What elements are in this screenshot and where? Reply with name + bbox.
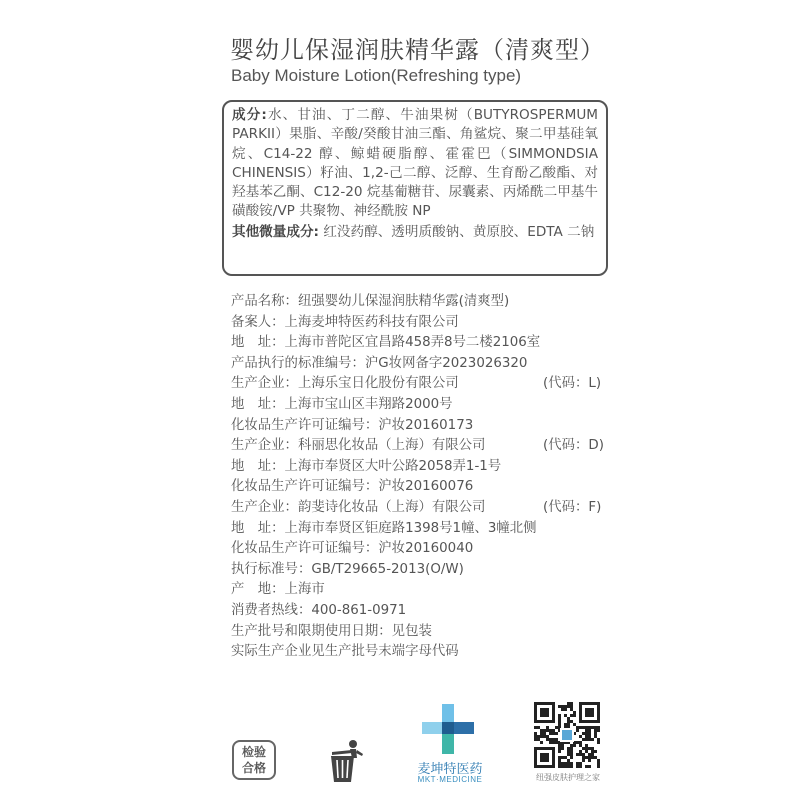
info-row-text: 地 址：上海市奉贤区钜庭路1398号1幢、3幢北侧 [231, 520, 537, 536]
info-row-text: 化妆品生产许可证编号：沪妆20160076 [231, 479, 474, 495]
info-row-text: 产品执行的标准编号：沪G妆网备字2023026320 [231, 355, 528, 371]
info-row-text: 地 址：上海市宝山区丰翔路2000号 [231, 396, 453, 412]
info-row [231, 601, 611, 622]
info-row [231, 519, 611, 540]
ingredients-text: 水、甘油、丁二醇、牛油果树（BUTYROSPERMUM PARKII）果脂、辛酸/癸酸甘油三酯、角鲨烷、聚二甲基硅氧烷、C14-22 醇、鲸蜡硬脂醇、霍霍巴（SIMMONDSIA CHINENSIS）籽油、1,2-己二醇、泛醇、生育酚乙酸酯、对羟基苯乙酮、C12-20 烷基葡糖苷、尿囊素、丙烯酰二甲基牛磺酸铵/VP 共聚物、神经酰胺 NP [232, 107, 599, 220]
info-row-text: 备案人：上海麦坤特医药科技有限公司 [231, 314, 459, 330]
qr-caption: 纽强皮肤护理之家 [536, 773, 600, 782]
other-ingredients-label: 其他微量成分: [232, 223, 319, 240]
inspection-line-1: 检验 [241, 745, 266, 759]
info-row-text: 化妆品生产许可证编号：沪妆20160173 [231, 417, 474, 433]
info-row [231, 642, 611, 663]
info-row [231, 457, 611, 478]
info-row [231, 580, 611, 601]
manufacturer-code: (代码：D) [543, 438, 604, 454]
info-row [231, 477, 611, 498]
info-row [231, 354, 611, 375]
info-row [231, 333, 611, 354]
info-row [231, 560, 611, 581]
info-row [231, 436, 611, 457]
info-row [231, 292, 611, 313]
inspection-passed-badge [232, 740, 276, 780]
inspection-line-2: 合格 [241, 761, 266, 775]
info-row-text: 地 址：上海市普陀区宜昌路458弄8号二楼2106室 [231, 335, 541, 351]
info-row [231, 498, 611, 519]
recycle-bin-icon [326, 738, 370, 784]
product-title-en: Baby Moisture Lotion(Refreshing type) [231, 66, 522, 85]
info-row-text: 产 地：上海市 [231, 582, 325, 598]
info-row-text: 生产企业：上海乐宝日化股份有限公司 [231, 376, 459, 392]
info-row [231, 539, 611, 560]
info-row-text: 生产批号和限期使用日期：见包装 [231, 623, 432, 639]
brand-subtitle: MKT·MEDICINE [417, 775, 483, 784]
info-row-text: 地 址：上海市奉贤区大叶公路2058弄1-1号 [231, 458, 502, 474]
info-row-text: 产品名称：纽强婴幼儿保湿润肤精华露(清爽型) [231, 294, 510, 309]
brand-name: 麦坤特医药 [417, 762, 483, 777]
info-row [231, 313, 611, 334]
info-row [231, 622, 611, 643]
manufacturer-code: (代码：F) [543, 499, 602, 515]
ingredients-label: 成分: [232, 107, 267, 123]
manufacturer-code: (代码：L) [543, 376, 602, 392]
ingredients-box [222, 100, 608, 276]
mkt-medicine-logo-icon [420, 702, 476, 756]
product-info-list [231, 292, 611, 663]
other-ingredients [232, 223, 598, 242]
info-row-text: 生产企业：韵斐诗化妆品（上海）有限公司 [231, 499, 486, 515]
info-row [231, 374, 611, 395]
qr-code-icon[interactable] [534, 702, 600, 768]
info-row-text: 实际生产企业见生产批号末端字母代码 [231, 644, 459, 660]
product-title-cn: 婴幼儿保湿润肤精华露（清爽型） [230, 36, 605, 64]
info-row [231, 395, 611, 416]
other-ingredients-text: 红没药醇、透明质酸钠、黄原胶、EDTA 二钠 [323, 223, 595, 240]
info-row-text: 化妆品生产许可证编号：沪妆20160040 [231, 541, 474, 557]
info-row-text: 消费者热线：400-861-0971 [231, 602, 407, 618]
info-row-text: 执行标准号：GB/T29665-2013(O/W) [231, 561, 464, 577]
info-row-text: 生产企业：科丽思化妆品（上海）有限公司 [231, 438, 486, 454]
info-row [231, 416, 611, 437]
